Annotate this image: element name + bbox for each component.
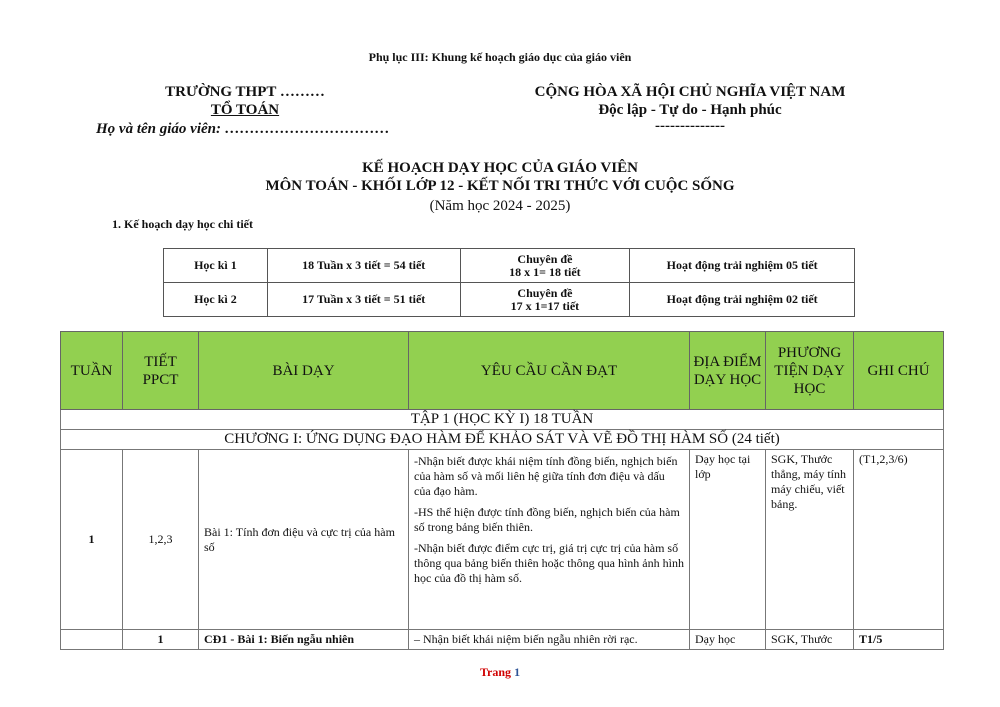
note-cell: (T1,2,3/6): [854, 450, 944, 630]
week-cell: [61, 630, 123, 650]
appendix-title: Phụ lục III: Khung kế hoạch giáo dục của giáo viên: [368, 50, 632, 64]
table-header-row: [61, 332, 944, 410]
term-summary-table: [163, 248, 855, 317]
chapter-row: [61, 430, 944, 450]
requirements-cell: – Nhận biết khái niệm biến ngẫu nhiên rời rạc.: [409, 630, 690, 650]
topic-label: Chuyên đề: [517, 251, 573, 266]
requirements-cell: [409, 450, 690, 630]
school-name: TRƯỜNG THPT ………: [165, 84, 325, 100]
summary-row: [164, 249, 855, 283]
header-week: TUẦN: [61, 332, 123, 410]
table-row: [61, 450, 944, 630]
plan-subject: MÔN TOÁN - KHỐI LỚP 12 - KẾT NỐI TRI THỨC VỚI CUỘC SỐNG: [265, 178, 735, 194]
chapter-title: CHƯƠNG I: ỨNG DỤNG ĐẠO HÀM ĐỂ KHẢO SÁT VÀ VẼ ĐỒ THỊ HÀM SỐ (24 tiết): [61, 430, 944, 450]
school-year: (Năm học 2024 - 2025): [429, 198, 571, 214]
page-footer: [0, 665, 1000, 680]
national-motto: Độc lập - Tự do - Hạnh phúc: [598, 102, 782, 118]
topic-label: Chuyên đề: [517, 285, 573, 300]
location-cell: Dạy học: [690, 630, 766, 650]
plan-title: KẾ HOẠCH DẠY HỌC CỦA GIÁO VIÊN: [362, 160, 638, 176]
topic-value: 17 x 1=17 tiết: [510, 298, 580, 313]
lesson-cell: Bài 1: Tính đơn điệu và cực trị của hàm số: [199, 450, 409, 630]
topic-cell: [460, 283, 630, 317]
page-label: Trang: [479, 665, 512, 679]
department-name: TỔ TOÁN: [210, 102, 280, 118]
equipment-cell: SGK, Thước: [766, 630, 854, 650]
page-number: 1: [514, 665, 521, 679]
periods-cell: 1,2,3: [123, 450, 199, 630]
header-notes: GHI CHÚ: [854, 332, 944, 410]
week-cell: 1: [61, 450, 123, 630]
section-heading: 1. Kế hoạch dạy học chi tiết: [112, 217, 253, 231]
requirement-item: -Nhận biết được điểm cực trị, giá trị cực trị của hàm số thông qua bảng biến thiên hoặc thông qua hình ảnh hình học của đồ thị hàm số.: [414, 541, 684, 585]
header-location: ĐỊA ĐIỂM DẠY HỌC: [690, 332, 766, 410]
topic-cell: [460, 249, 630, 283]
motto-separator: --------------: [655, 118, 725, 134]
term-cell: Học kì 2: [164, 283, 268, 317]
activity-cell: Hoạt động trải nghiệm 02 tiết: [630, 283, 855, 317]
term-cell: Học kì 1: [164, 249, 268, 283]
header-lesson: BÀI DẠY: [199, 332, 409, 410]
periods-cell: 1: [123, 630, 199, 650]
volume-row: [61, 410, 944, 430]
republic-title: CỘNG HÒA XÃ HỘI CHỦ NGHĨA VIỆT NAM: [534, 84, 846, 100]
lesson-cell: CĐ1 - Bài 1: Biến ngẫu nhiên: [199, 630, 409, 650]
volume-title: TẬP 1 (HỌC KỲ I) 18 TUẦN: [61, 410, 944, 430]
location-cell: Dạy học tại lớp: [690, 450, 766, 630]
equipment-cell: SGK, Thước thẳng, máy tính máy chiếu, viết bảng.: [766, 450, 854, 630]
requirement-item: -Nhận biết được khái niệm tính đồng biến, nghịch biến của hàm số và mối liên hệ giữa tính đơn điệu và dấu của đạo hàm.: [414, 454, 678, 498]
lesson-plan-table: [60, 331, 944, 650]
note-cell: T1/5: [854, 630, 944, 650]
table-row: [61, 630, 944, 650]
teacher-name-label: Họ và tên giáo viên: ……………………………: [96, 121, 390, 137]
periods-cell: 18 Tuần x 3 tiết = 54 tiết: [267, 249, 460, 283]
header-equipment: PHƯƠNG TIỆN DẠY HỌC: [766, 332, 854, 410]
header-requirements: YÊU CẦU CẦN ĐẠT: [409, 332, 690, 410]
periods-cell: 17 Tuần x 3 tiết = 51 tiết: [267, 283, 460, 317]
topic-value: 18 x 1= 18 tiết: [509, 264, 581, 279]
summary-row: [164, 283, 855, 317]
requirement-item: -HS thể hiện được tính đồng biến, nghịch biến của hàm số trong bảng biến thiên.: [414, 505, 680, 534]
activity-cell: Hoạt động trải nghiệm 05 tiết: [630, 249, 855, 283]
header-periods: TIẾT PPCT: [123, 332, 199, 410]
